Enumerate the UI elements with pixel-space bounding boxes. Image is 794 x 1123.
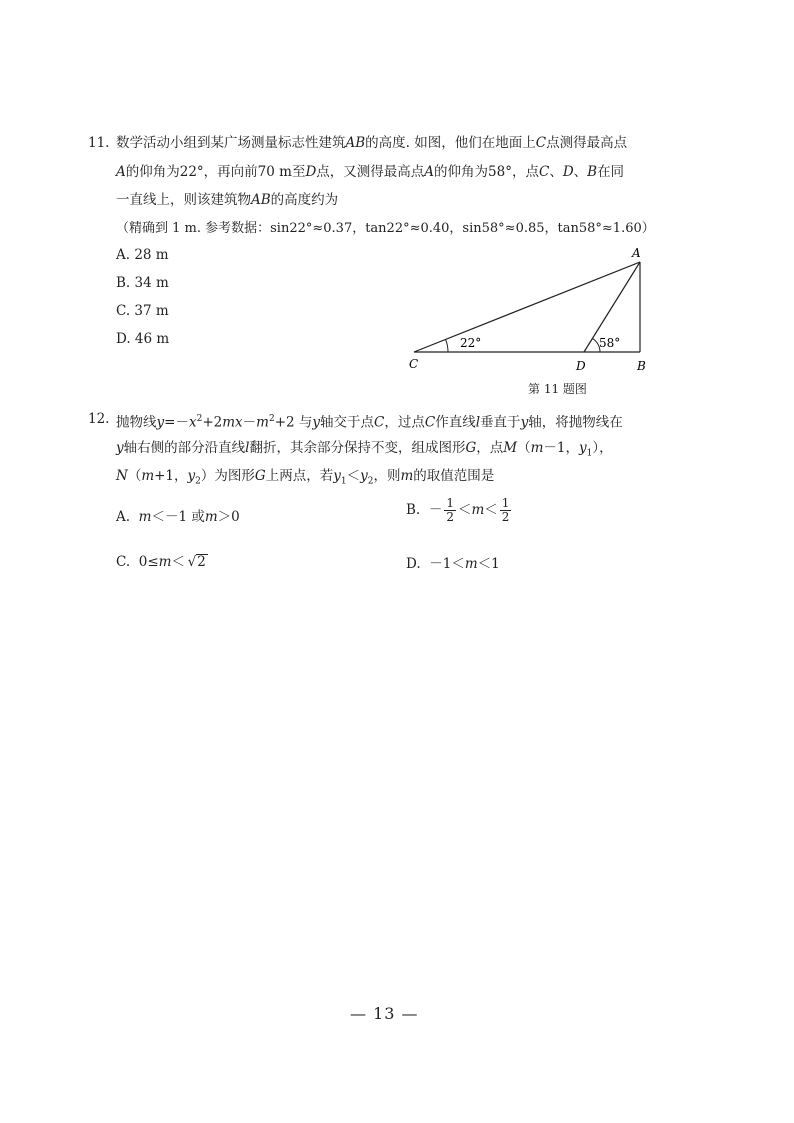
q11-triangle-figure bbox=[400, 240, 670, 375]
q11-line-3: 一直线上，则该建筑物AB的高度约为 bbox=[116, 192, 339, 208]
vertex-d-label: D bbox=[576, 359, 586, 373]
q11-figure-caption: 第 11 题图 bbox=[528, 382, 587, 396]
q12-line-2: y轴右侧的部分沿直线l翻折，其余部分保持不变，组成图形G，点M（m－1，$y_1$）， bbox=[116, 440, 613, 459]
q11-option-b: B. 34 m bbox=[116, 275, 169, 291]
q11-line-2: A的仰角为22°，再向前70 m至D点，又测得最高点A的仰角为58°，点C、D、B在同 bbox=[116, 164, 625, 180]
angle-d-label: 58° bbox=[599, 336, 621, 350]
q12-line-1: 抛物线$y=-x^2+2mx-m^2+2$ 与y轴交于点C，过点C作直线l垂直于y轴，将抛物线在 bbox=[116, 414, 623, 431]
vertex-b-label: B bbox=[637, 359, 646, 373]
angle-c-arc bbox=[446, 339, 448, 352]
q12-option-a: A. m＜－1 或m＞0 bbox=[116, 509, 240, 525]
q11-option-a: A. 28 m bbox=[116, 247, 169, 263]
page-number: — 13 — bbox=[350, 1004, 419, 1023]
sqrt-sign-icon: √ bbox=[187, 554, 197, 570]
fraction-half-2: $\frac{1}{2}$ bbox=[501, 496, 510, 524]
q12-option-d: D. －1＜m＜1 bbox=[406, 556, 500, 572]
q11-reference-data: （精确到 1 m. 参考数据：sin22°≈0.37，tan22°≈0.40，sin58°≈0.85，tan58°≈1.60） bbox=[116, 221, 655, 236]
q12-option-b: B. － $\frac{1}{2}$ ＜m＜ $\frac{1}{2}$ bbox=[406, 496, 510, 524]
q11-option-d: D. 46 m bbox=[116, 331, 170, 347]
q11-line-1: 数学活动小组到某广场测量标志性建筑AB的高度. 如图，他们在地面上C点测得最高点 bbox=[116, 135, 628, 151]
angle-c-label: 22° bbox=[460, 336, 482, 350]
q12-option-c: C. 0≤m＜ √2 bbox=[116, 554, 206, 570]
fraction-half-1: $\frac{1}{2}$ bbox=[446, 496, 454, 524]
q12-number: 12. bbox=[88, 411, 110, 427]
vertex-c-label: C bbox=[409, 357, 419, 371]
vertex-a-label: A bbox=[632, 246, 641, 260]
q11-option-c: C. 37 m bbox=[116, 303, 169, 319]
q12-line-3: N（m+1，$y_2$）为图形G上两点，若$y_1<y_2$，则m的取值范围是 bbox=[116, 468, 495, 487]
q11-number: 11. bbox=[88, 135, 110, 151]
